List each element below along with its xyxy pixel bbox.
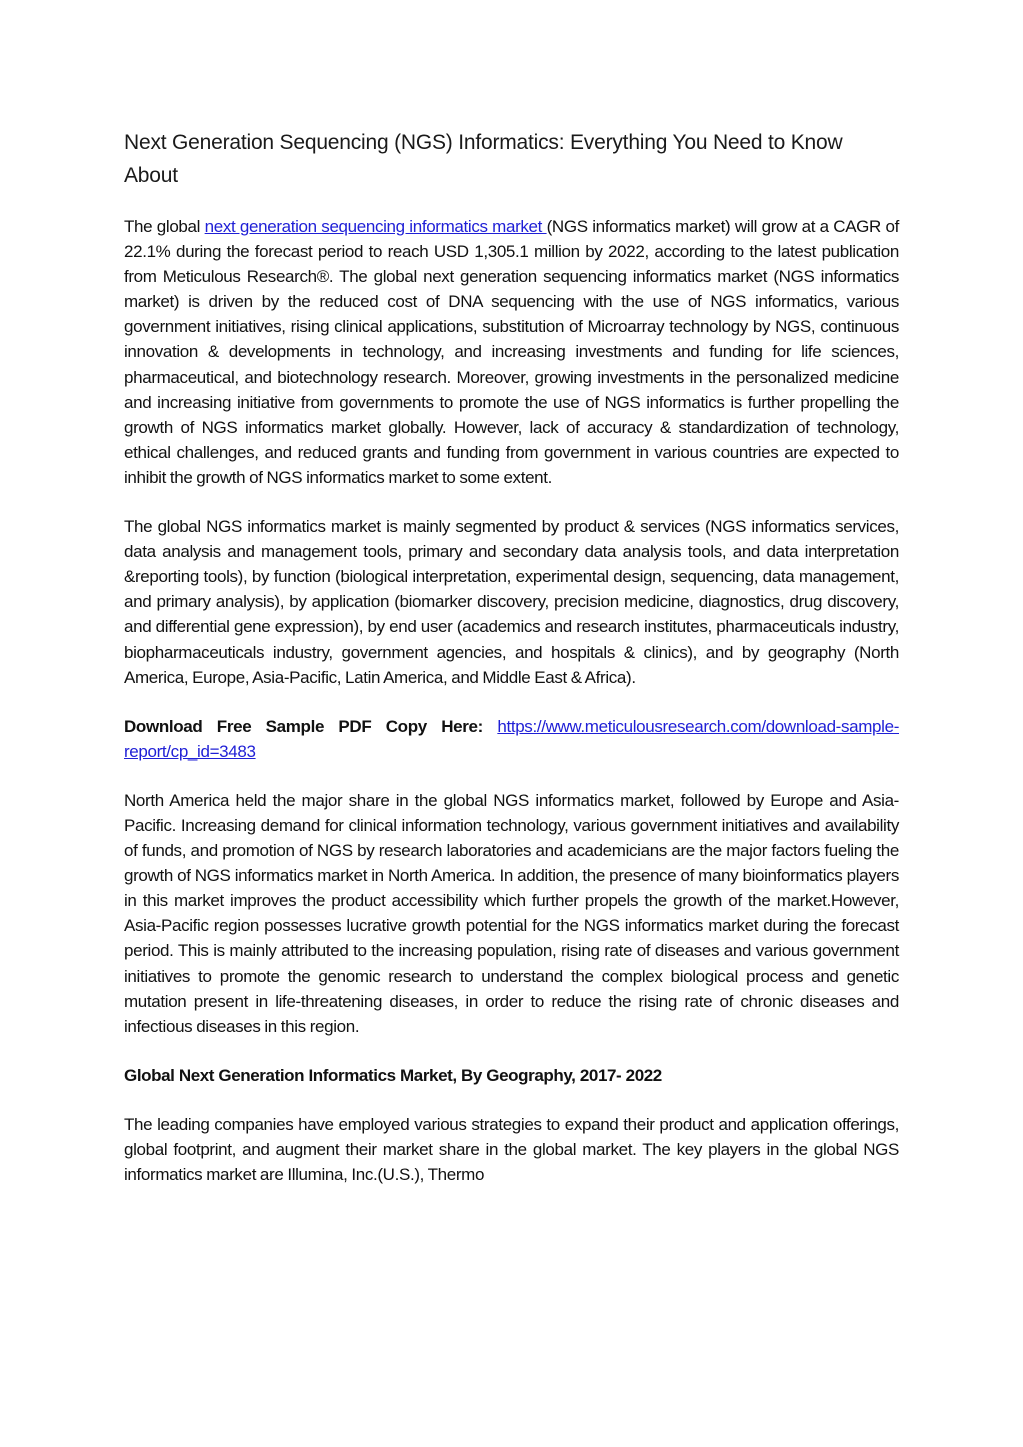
segmentation-paragraph: The global NGS informatics market is mainly segmented by product & services (NGS informatics services, data analysis and management tools, primary and secondary data analysis tools, and data interpretation &reporting tools), by function (biological interpretation, experimental design, sequencing, data management, and primary analysis), by application (biomarker discovery, precision medicine, diagnostics, drug discovery, and differential gene expression), by end user (academics and research institutes, pharmaceuticals industry, biopharmaceuticals industry, government agencies, and hospitals & clinics), and by geography (North America, Europe, Asia-Pacific, Latin America, and Middle East & Africa). [124, 517, 899, 687]
download-label: Download Free Sample PDF Copy Here: [124, 716, 483, 736]
ngs-market-link[interactable]: next generation sequencing informatics market [204, 217, 547, 236]
intro-prefix: The global [124, 217, 205, 236]
download-paragraph [124, 714, 899, 764]
document-page [124, 126, 899, 1211]
section-heading: Global Next Generation Informatics Market, By Geography, 2017- 2022 [124, 1065, 662, 1085]
regional-paragraph: North America held the major share in the global NGS informatics market, followed by Europe and Asia-Pacific. Increasing demand for clinical information technology, various government initiatives and availability of funds, and promotion of NGS by research laboratories and academicians are the major factors fueling the growth of NGS informatics market in North America. In addition, the presence of many bioinformatics players in this market improves the product accessibility which further propels the growth of the market.However, Asia-Pacific region possesses lucrative growth potential for the NGS informatics market during the forecast period. This is mainly attributed to the increasing population, rising rate of diseases and various government initiatives to promote the genomic research to understand the complex biological process and genetic mutation present in life-threatening diseases, in order to reduce the rising rate of chronic diseases and infectious diseases in this region. [124, 790, 899, 1036]
download-sample-link[interactable]: https://www.meticulousresearch.com/download-sample-report/cp_id=3483 [124, 716, 899, 761]
intro-body: (NGS informatics market) will grow at a CAGR of 22.1% during the forecast period to reach USD 1,305.1 million by 2022, according to the latest publication from Meticulous Research®. The global next generation sequencing informatics market (NGS informatics market) is driven by the reduced cost of DNA sequencing with the use of NGS informatics, various government initiatives, rising clinical applications, substitution of Microarray technology by NGS, continuous innovation & developments in technology, and increasing investments and funding for life sciences, pharmaceutical, and biotechnology research. Moreover, growing investments in the personalized medicine and increasing initiative from governments to promote the use of NGS informatics is further propelling the growth of NGS informatics market globally. However, lack of accuracy & standardization of technology, ethical challenges, and reduced grants and funding from government in various countries are expected to inhibit the growth of NGS informatics market to some extent. [124, 217, 900, 487]
key-players-paragraph: The leading companies have employed various strategies to expand their product and application offerings, global footprint, and augment their market share in the global market. The key players in the global NGS informatics market are Illumina, Inc.(U.S.), Thermo [124, 1114, 899, 1184]
intro-paragraph [124, 214, 899, 490]
document-title: Next Generation Sequencing (NGS) Informatics: Everything You Need to Know About [124, 131, 843, 187]
